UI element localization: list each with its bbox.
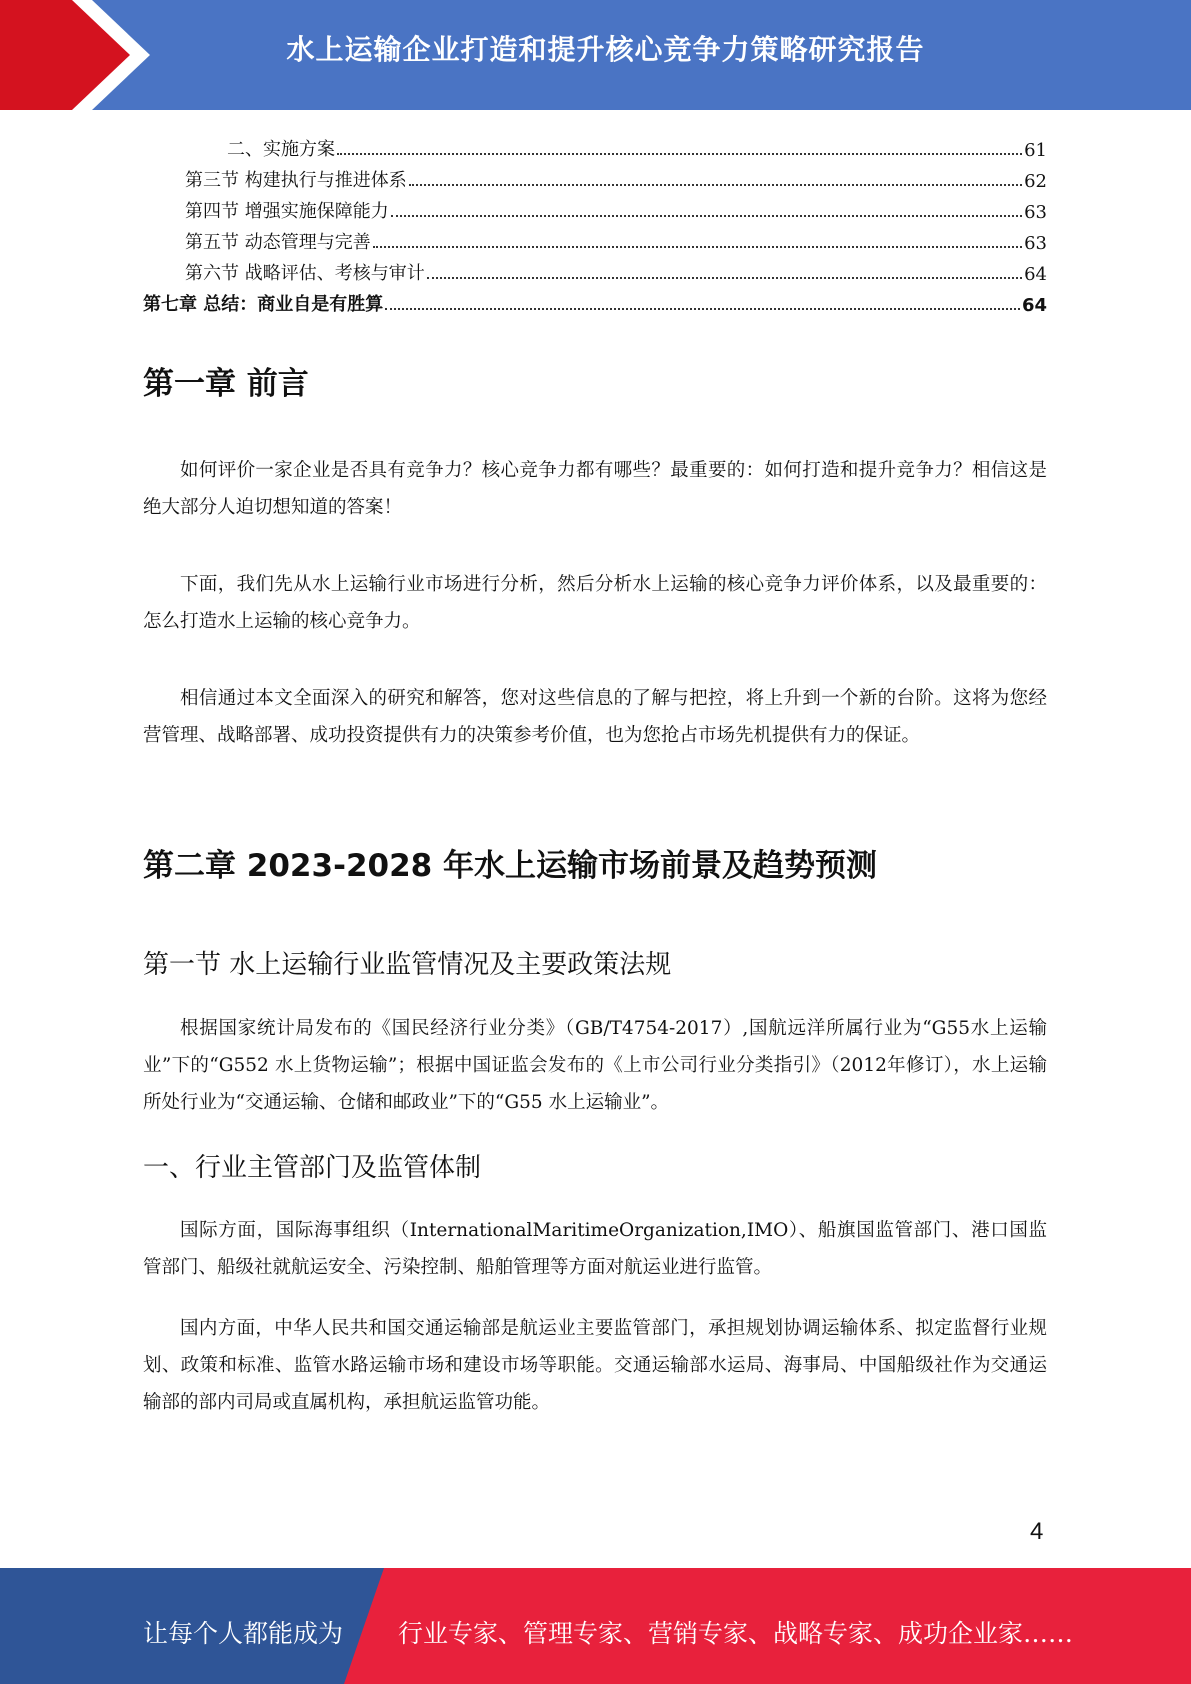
- body-paragraph: 如何评价一家企业是否具有竞争力？核心竞争力都有哪些？最重要的：如何打造和提升竞争力？相信这是绝大部分人迫切想知道的答案！: [143, 460, 1047, 518]
- toc-item-title: 第三节 构建执行与推进体系: [185, 170, 407, 191]
- toc-leader-dots: [385, 308, 1020, 310]
- toc-leader-dots: [391, 215, 1022, 217]
- body-paragraph: 下面，我们先从水上运输行业市场进行分析，然后分析水上运输的核心竞争力评价体系，以及最重要的：怎么打造水上运输的核心竞争力。: [143, 574, 1047, 632]
- toc-leader-dots: [427, 277, 1022, 279]
- chapter-heading: 第二章 2023-2028 年水上运输市场前景及趋势预测: [143, 848, 878, 884]
- toc-chapter-item[interactable]: [143, 285, 1047, 316]
- body-paragraph: 相信通过本文全面深入的研究和解答，您对这些信息的了解与把控，将上升到一个新的台阶。这将为您经营管理、战略部署、成功投资提供有力的决策参考价值，也为您抢占市场先机提供有力的保证。: [143, 688, 1047, 746]
- toc-item[interactable]: [143, 192, 1047, 223]
- toc-item-title: 第五节 动态管理与完善: [185, 232, 371, 253]
- report-title: 水上运输企业打造和提升核心竞争力策略研究报告: [286, 33, 925, 66]
- toc-item-page: 63: [1024, 233, 1047, 254]
- table-of-contents: [143, 130, 1047, 316]
- toc-item[interactable]: [143, 254, 1047, 285]
- toc-leader-dots: [409, 184, 1022, 186]
- chapter-heading: 第一章 前言: [143, 366, 309, 402]
- toc-item-page: 64: [1021, 295, 1047, 316]
- toc-item[interactable]: [143, 130, 1047, 161]
- toc-item-title: 二、实施方案: [227, 139, 335, 160]
- toc-item-page: 63: [1024, 202, 1047, 223]
- body-paragraph: 国内方面，中华人民共和国交通运输部是航运业主要监管部门，承担规划协调运输体系、拟定监督行业规划、政策和标准、监管水路运输市场和建设市场等职能。交通运输部水运局、海事局、中国船级社作为交通运输部的部内司局或直属机构，承担航运监管功能。: [143, 1318, 1047, 1413]
- toc-item-title: 第六节 战略评估、考核与审计: [185, 263, 425, 284]
- toc-item-page: 62: [1024, 171, 1047, 192]
- footer-slogan-left: 让每个人都能成为: [143, 1619, 344, 1648]
- page-header: [0, 0, 1191, 110]
- toc-leader-dots: [337, 153, 1022, 155]
- section-heading: 第一节 水上运输行业监管情况及主要政策法规: [143, 950, 672, 980]
- toc-item-page: 61: [1024, 140, 1047, 161]
- toc-item-title: 第七章 总结：商业自是有胜算: [143, 294, 384, 315]
- body-paragraph: 根据国家统计局发布的《国民经济行业分类》（GB/T4754-2017）,国航远洋所属行业为“G55水上运输业”下的“G552 水上货物运输”；根据中国证监会发布的《上市公司行业分类指引》（2012年修订），水上运输所处行业为“交通运输、仓储和邮政业”下的“G55 水上运输业”。: [143, 1018, 1047, 1113]
- body-paragraph: 国际方面，国际海事组织（InternationalMaritimeOrganization,IMO）、船旗国监管部门、港口国监管部门、船级社就航运安全、污染控制、船舶管理等方面对航运业进行监管。: [143, 1220, 1047, 1278]
- footer-slogan-right: 行业专家、管理专家、营销专家、战略专家、成功企业家……: [398, 1619, 1074, 1648]
- toc-item[interactable]: [143, 161, 1047, 192]
- toc-item-title: 第四节 增强实施保障能力: [185, 201, 389, 222]
- page-footer: [0, 1568, 1191, 1684]
- toc-item[interactable]: [143, 223, 1047, 254]
- toc-item-page: 64: [1024, 264, 1047, 285]
- subsection-heading: 一、行业主管部门及监管体制: [143, 1153, 482, 1183]
- toc-leader-dots: [373, 246, 1022, 248]
- page-number: 4: [1030, 1518, 1044, 1545]
